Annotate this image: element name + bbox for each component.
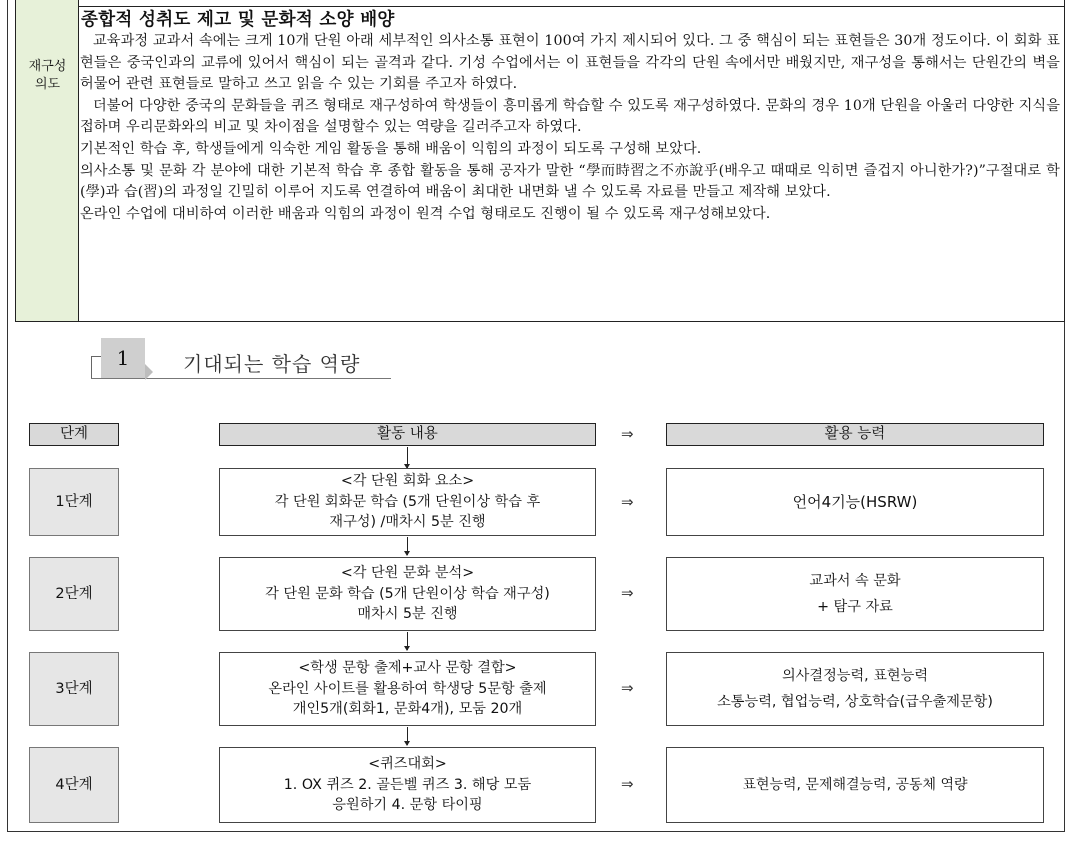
header-stage: 단계 [29,423,119,446]
header-arrow-icon: ⇒ [621,425,634,443]
intent-paragraph-4: 의사소통 및 문화 각 분야에 대한 기본적 학습 후 종합 활동을 통해 공자가 말한 “學而時習之不亦說乎(배우고 때때로 익히면 즐겁지 아니한가?)”구절대로 학(學)과 습(習)의 과정일 긴밀히 이루어 지도록 연결하여 배움이 최대한 내면화 낼 수 있도록 자료를 만들고 제작해 보았다. [80,162,1060,201]
activity-line: 재구성) /매차시 5분 진행 [329,514,486,531]
activity-line: 개인5개(회화1, 문화4개), 모둠 20개 [292,701,523,718]
intent-body [80,9,1060,225]
ability-cell-3 [666,652,1044,726]
ability-line: 언어4기능(HSRW) [792,492,918,511]
section-title: 기대되는 학습 역량 [183,352,361,376]
header-activity: 활동 내용 [219,423,596,446]
down-arrow-icon [407,537,408,555]
activity-line: 온라인 사이트를 활용하여 학생당 5문항 출제 [268,680,547,697]
intent-paragraph-3: 기본적인 학습 후, 학생들에게 익숙한 게임 활동을 통해 배움이 익힘의 과정이 되도록 구성해 보았다. [80,140,702,157]
stage-cell-4 [29,747,119,823]
section-triangle-icon [145,364,153,380]
section-number-box [101,338,145,378]
stage-cell-1 [29,468,119,536]
activity-cell-1 [219,468,596,536]
stage-label: 1단계 [55,493,93,510]
activity-title: <각 단원 문화 분석> [340,565,475,582]
intent-paragraph-1: 교육과정 교과서 속에는 크게 10개 단원 아래 세부적인 의사소통 표현이 100여 가지 제시되어 있다. 그 중 핵심이 되는 표현들은 30개 정도이다. 이 회화 표현들은 중국인과의 교류에 있어서 핵심이 되는 골격과 같다. 기성 수업에서는 이 표현들을 각각의 단원 속에서만 배웠지만, 재구성을 통해서는 단원간의 벽을 허물어 관련 표현들로 말하고 쓰고 읽을 수 있는 기회를 주고자 하였다. [80,33,1060,93]
ability-line: 교과서 속 문화 [809,573,901,589]
stage-label: 4단계 [55,776,93,793]
right-arrow-icon: ⇒ [621,679,634,697]
section-heading [91,338,421,394]
intent-label [16,58,79,94]
activity-cell-2 [219,557,596,631]
right-arrow-icon: ⇒ [621,493,634,511]
activity-cell-4 [219,747,596,823]
right-arrow-icon: ⇒ [621,584,634,602]
stage-cell-2 [29,557,119,631]
intent-label-line2: 의도 [34,77,61,92]
down-arrow-icon [407,632,408,650]
stage-label: 2단계 [55,585,93,602]
header-ability: 활용 능력 [666,423,1044,446]
ability-cell-1 [666,468,1044,536]
ability-line: + 탐구 자료 [817,599,893,615]
down-arrow-icon [407,447,408,468]
section-underline [91,378,391,379]
stage-cell-3 [29,652,119,726]
activity-title: <퀴즈대회> [368,756,447,773]
activity-title: <각 단원 회화 요소> [340,473,475,490]
ability-cell-4 [666,747,1044,823]
ability-line: 표현능력, 문제해결능력, 공동체 역량 [742,776,968,793]
activity-line: 각 단원 문화 학습 (5개 단원이상 학습 재구성) [265,585,550,602]
intent-table [15,0,1065,322]
right-arrow-icon: ⇒ [621,775,634,793]
activity-cell-3 [219,652,596,726]
ability-line: 소통능력, 협업능력, 상호학습(급우출제문항) [717,694,993,710]
ability-line: 의사결정능력, 표현능력 [781,668,929,684]
intent-title: 종합적 성취도 제고 및 문화적 소양 배양 [81,10,395,30]
intent-label-line1: 재구성 [28,59,67,74]
down-arrow-icon [407,727,408,745]
activity-line: 매차시 5분 진행 [357,606,458,623]
activity-line: 각 단원 회화문 학습 (5개 단원이상 학습 후 [274,493,541,510]
intent-paragraph-5: 온라인 수업에 대비하여 이러한 배움과 익힘의 과정이 원격 수업 형태로도 진행이 될 수 있도록 재구성해보았다. [80,205,771,222]
ability-cell-2 [666,557,1044,631]
intent-paragraph-2: 더불어 다양한 중국의 문화들을 퀴즈 형태로 재구성하여 학생들이 흥미롭게 학습할 수 있도록 재구성하였다. 문화의 경우 10개 단원을 아울러 다양한 지식을 접하며 우리문화와의 비교 및 차이점을 설명할수 있는 역량을 길러주고자 하였다. [80,97,1060,136]
activity-line: 1. OX 퀴즈 2. 골든벨 퀴즈 3. 해당 모둠 [283,776,532,793]
stage-label: 3단계 [55,680,93,697]
activity-title: <학생 문항 출제+교사 문항 결합> [298,660,517,677]
activity-line: 응원하기 4. 문항 타이핑 [332,797,483,814]
intent-top-rule [79,6,1064,7]
section-number: 1 [116,346,130,370]
intent-label-cell [16,0,79,321]
